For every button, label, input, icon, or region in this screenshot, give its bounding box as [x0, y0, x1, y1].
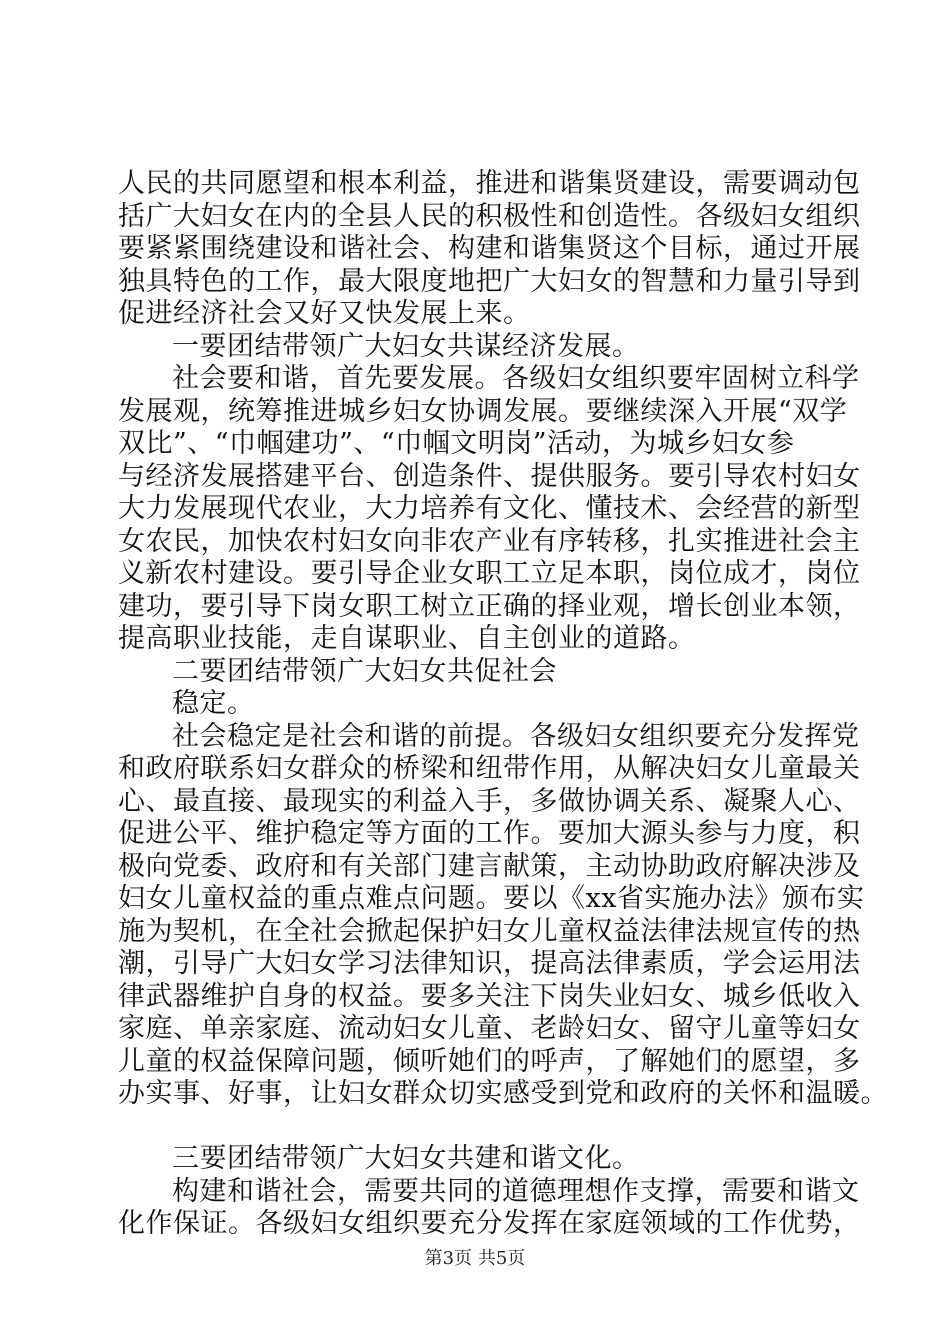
text-line: 建功，要引导下岗女职工树立正确的择业观，增长创业本领， — [118, 590, 861, 622]
text-line: 促进经济社会又好又快发展上来。 — [118, 298, 531, 329]
text-line: 促进公平、维护稳定等方面的工作。要加大源头参与力度，积 — [118, 818, 861, 849]
text-line: 化作保证。各级妇女组织要充分发挥在家庭领域的工作优势， — [118, 1208, 861, 1239]
text-line: 妇女儿童权益的重点难点问题。要以《xx省实施办法》颁布实 — [118, 883, 865, 914]
text-line: 儿童的权益保障问题，倾听她们的呼声，了解她们的愿望，多 — [118, 1045, 861, 1077]
text-line: 极向党委、政府和有关部门建言献策，主动协助政府解决涉及 — [118, 850, 861, 882]
text-line: 与经济发展搭建平台、创造条件、提供服务。要引导农村妇女 — [118, 460, 861, 492]
text-line: 办实事、好事，让妇女群众切实感受到党和政府的关怀和温暖。 — [118, 1078, 888, 1109]
text-line: 一要团结带领广大妇女共谋经济发展。 — [172, 330, 640, 362]
text-line: 要紧紧围绕建设和谐社会、构建和谐集贤这个目标，通过开展 — [118, 233, 861, 264]
text-line: 独具特色的工作，最大限度地把广大妇女的智慧和力量引导到 — [118, 265, 861, 297]
text-line: 括广大妇女在内的全县人民的积极性和创造性。各级妇女组织 — [118, 200, 861, 232]
text-line: 律武器维护自身的权益。要多关注下岗失业妇女、城乡低收入 — [118, 980, 861, 1012]
text-line: 施为契机，在全社会掀起保护妇女儿童权益法律法规宣传的热 — [118, 915, 861, 947]
text-line: 社会要和谐，首先要发展。各级妇女组织要牢固树立科学 — [172, 363, 860, 394]
text-line: 二要团结带领广大妇女共促社会 — [172, 655, 557, 687]
text-line: 心、最直接、最现实的利益入手，多做协调关系、凝聚人心、 — [118, 785, 861, 817]
text-line: 三要团结带领广大妇女共建和谐文化。 — [172, 1143, 640, 1174]
text-line: 提高职业技能，走自谋职业、自主创业的道路。 — [118, 623, 696, 654]
page-number-footer: 第3页 共5页 — [424, 1248, 526, 1269]
text-line: 义新农村建设。要引导企业女职工立足本职，岗位成才，岗位 — [118, 558, 861, 589]
text-line: 大力发展现代农业，大力培养有文化、懂技术、会经营的新型 — [118, 493, 861, 524]
text-line: 稳定。 — [172, 688, 255, 719]
text-line: 女农民，加快农村妇女向非农产业有序转移，扎实推进社会主 — [118, 525, 861, 557]
text-line: 构建和谐社会，需要共同的道德理想作支撑，需要和谐文 — [172, 1175, 860, 1207]
blank-line — [118, 1111, 840, 1144]
document-body — [118, 168, 888, 1241]
text-line: 潮，引导广大妇女学习法律知识，提高法律素质，学会运用法 — [118, 948, 861, 979]
text-line: 双比”、“巾帼建功”、“巾帼文明岗”活动，为城乡妇女参 — [118, 428, 795, 459]
text-line: 发展观，统筹推进城乡妇女协调发展。要继续深入开展“双学 — [118, 395, 848, 427]
text-line: 社会稳定是社会和谐的前提。各级妇女组织要充分发挥党 — [172, 720, 860, 752]
text-line: 和政府联系妇女群众的桥梁和纽带作用，从解决妇女儿童最关 — [118, 753, 861, 784]
text-line: 家庭、单亲家庭、流动妇女儿童、老龄妇女、留守儿童等妇女 — [118, 1013, 861, 1044]
text-line: 人民的共同愿望和根本利益，推进和谐集贤建设，需要调动包 — [118, 168, 861, 199]
